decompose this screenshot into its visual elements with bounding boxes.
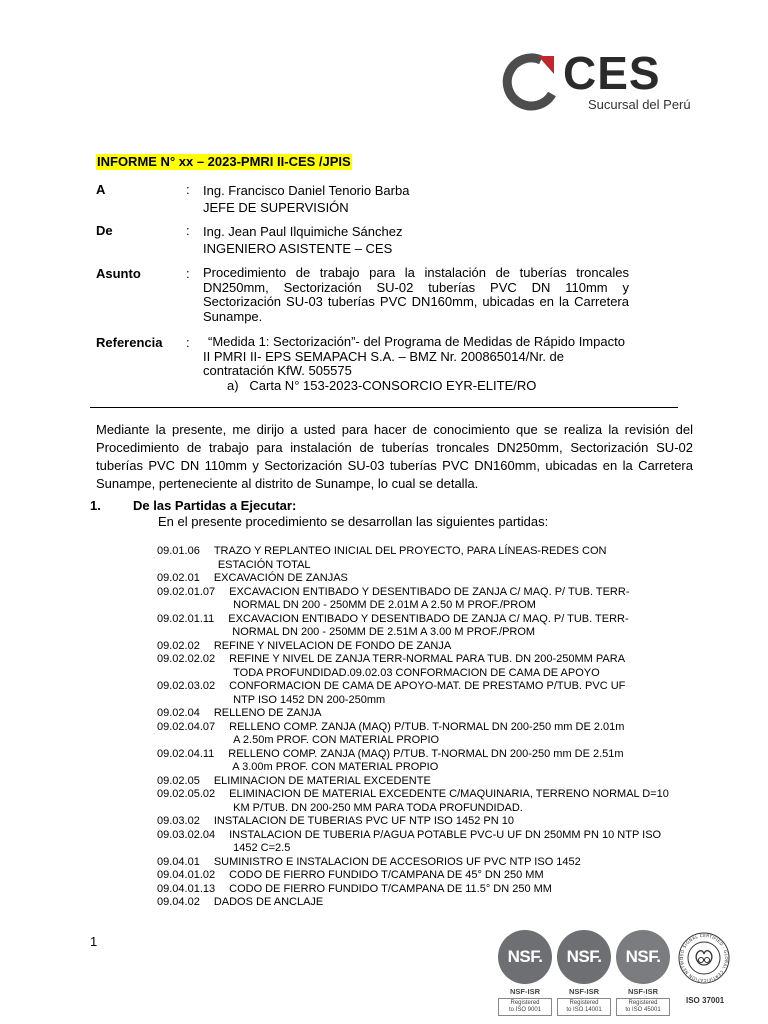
list-item bbox=[157, 869, 697, 883]
meta-reference-value bbox=[203, 335, 629, 393]
item-code: 09.04.01 bbox=[157, 855, 200, 868]
item-description bbox=[214, 707, 697, 721]
nsf-badge-iso9001 bbox=[497, 930, 553, 1016]
list-item bbox=[157, 640, 697, 654]
item-description-line: CONFORMACION DE CAMA DE APOYO-MAT. DE PRESTAMO P/TUB. PVC UF bbox=[229, 680, 626, 692]
list-item bbox=[157, 896, 697, 910]
page-number: 1 bbox=[90, 934, 98, 949]
intro-paragraph: Mediante la presente, me dirijo a usted para hacer de conocimiento que se realiza la revisión del Procedimiento de trabajo para instalación de tuberías troncales DN250mm, Sectorización SU-02 tuberías PVC DN 110mm y Sectorización SU-03 tuberías PVC DN160mm, ubicadas en la Carretera Sunampe, perteneciente al distrito de Sunampe, lo cual se detalla. bbox=[96, 422, 693, 491]
item-description-line: CODO DE FIERRO FUNDIDO T/CAMPANA DE 11.5° DN 250 MM bbox=[229, 882, 552, 895]
item-gap bbox=[214, 748, 228, 775]
item-code: 09.04.01.13 bbox=[157, 882, 216, 895]
item-description-line: DADOS DE ANCLAJE bbox=[213, 896, 324, 908]
item-gap bbox=[200, 815, 214, 829]
item-description bbox=[229, 586, 697, 613]
list-item bbox=[157, 572, 697, 586]
item-code: 09.02.02.02 bbox=[157, 653, 216, 665]
meta-from-label: De bbox=[96, 223, 113, 238]
list-item bbox=[157, 707, 697, 721]
item-description-line: RELLENO DE ZANJA bbox=[213, 707, 322, 719]
item-code: 09.03.02.04 bbox=[157, 828, 216, 841]
meta-reference-line: contratación KfW. 505575 bbox=[203, 363, 352, 378]
item-description-continuation: NORMAL DN 200 - 250MM DE 2.01M A 2.50 M PROF./PROM bbox=[233, 599, 536, 611]
meta-reference-subitem-text: Carta N° 153-2023-CONSORCIO EYR-ELITE/RO bbox=[249, 377, 537, 393]
item-description bbox=[214, 856, 697, 870]
item-description-line: ELIMINACION DE MATERIAL EXCEDENTE bbox=[213, 774, 431, 787]
item-description bbox=[228, 613, 697, 640]
item-gap bbox=[215, 586, 229, 613]
item-gap bbox=[200, 775, 214, 789]
iso-seal-text: ISO SIGNAL CERTIFIED · GLOBAL CERTIFICATION NETWO bbox=[678, 932, 730, 984]
meta-reference-subitem bbox=[203, 379, 629, 394]
item-gap bbox=[215, 869, 229, 883]
item-description-continuation: A 2.50m PROF. CON MATERIAL PROPIO bbox=[233, 734, 440, 746]
meta-reference-subitem-marker: a) bbox=[227, 377, 239, 393]
nsf-badge-reg-line: Registered bbox=[569, 1000, 599, 1006]
meta-reference-colon: : bbox=[186, 335, 190, 350]
meta-to-colon: : bbox=[186, 182, 190, 197]
item-description bbox=[214, 545, 697, 572]
item-code: 09.04.01.02 bbox=[157, 869, 216, 881]
list-item bbox=[157, 545, 697, 572]
meta-to-line: Ing. Francisco Daniel Tenorio Barba bbox=[203, 183, 410, 198]
item-description bbox=[214, 572, 697, 586]
list-item bbox=[157, 788, 697, 815]
item-description bbox=[229, 829, 697, 856]
item-description bbox=[229, 869, 697, 883]
nsf-badge-org: NSF-ISR bbox=[510, 987, 540, 996]
item-description-line: RELLENO COMP. ZANJA (MAQ) P/TUB. T-NORMAL DN 200-250 mm DE 2.51m bbox=[228, 747, 624, 760]
item-description-line: TRAZO Y REPLANTEO INICIAL DEL PROYECTO, PARA LÍNEAS-REDES CON bbox=[213, 545, 607, 557]
list-item bbox=[157, 815, 697, 829]
item-gap bbox=[200, 545, 214, 572]
meta-to-line: JEFE DE SUPERVISIÓN bbox=[203, 200, 349, 215]
nsf-badge-registration bbox=[616, 998, 670, 1016]
item-description-line: INSTALACION DE TUBERIAS PVC UF NTP ISO 1452 PN 10 bbox=[213, 815, 514, 827]
nsf-badge-mark: NSF. bbox=[616, 930, 670, 984]
meta-reference-line: “Medida 1: Sectorización”- del Programa de Medidas de Rápido Impacto bbox=[208, 334, 625, 349]
meta-from-value bbox=[203, 223, 629, 257]
list-item bbox=[157, 613, 697, 640]
item-description-line: ELIMINACION DE MATERIAL EXCEDENTE C/MAQUINARIA, TERRENO NORMAL D=10 bbox=[229, 788, 669, 800]
meta-reference-line: II PMRI II- EPS SEMAPACH S.A. – BMZ Nr. 200865014/Nr. de bbox=[203, 348, 565, 364]
item-gap bbox=[215, 653, 229, 680]
nsf-badge-org: NSF-ISR bbox=[569, 987, 599, 996]
item-code: 09.01.06 bbox=[157, 545, 200, 557]
nsf-badge-reg-line: to ISO 45001 bbox=[625, 1007, 661, 1013]
item-gap bbox=[215, 721, 229, 748]
item-description bbox=[229, 721, 697, 748]
item-description bbox=[229, 653, 697, 680]
list-item bbox=[157, 653, 697, 680]
item-description-continuation: 1452 C=2.5 bbox=[233, 842, 291, 854]
item-description bbox=[229, 883, 697, 897]
meta-subject-line: Sectorización SU-03 tuberías PVC DN160mm, ubicadas en la Carretera bbox=[203, 294, 629, 309]
nsf-badge-reg-line: Registered bbox=[510, 1000, 540, 1006]
item-description bbox=[229, 788, 697, 815]
item-gap bbox=[215, 788, 229, 815]
list-item bbox=[157, 721, 697, 748]
meta-reference-label: Referencia bbox=[96, 335, 163, 350]
nsf-badge-iso45001 bbox=[615, 930, 671, 1016]
item-description-line: SUMINISTRO E INSTALACION DE ACCESORIOS UF PVC NTP ISO 1452 bbox=[213, 855, 581, 868]
item-code: 09.02.05.02 bbox=[157, 788, 216, 800]
item-description-continuation: ESTACIÓN TOTAL bbox=[217, 558, 311, 571]
item-code: 09.02.01.11 bbox=[157, 612, 215, 625]
item-description-line: EXCAVACION ENTIBADO Y DESENTIBADO DE ZANJA C/ MAQ. P/ TUB. TERR- bbox=[229, 585, 630, 598]
list-item bbox=[157, 680, 697, 707]
item-description bbox=[228, 748, 697, 775]
list-item bbox=[157, 748, 697, 775]
item-code: 09.02.04.11 bbox=[157, 747, 215, 760]
iso-certification-seal-icon bbox=[678, 932, 730, 984]
ces-logo-icon bbox=[500, 52, 560, 112]
header-divider bbox=[90, 407, 678, 408]
nsf-badge-registration bbox=[557, 998, 611, 1016]
logo-subtitle: Sucursal del Perú bbox=[588, 97, 691, 112]
nsf-badge-mark: NSF. bbox=[498, 930, 552, 984]
item-description bbox=[214, 896, 697, 910]
report-title: INFORME N° xx – 2023-PMRI II-CES /JPIS bbox=[97, 154, 351, 169]
meta-subject-line: Sunampe. bbox=[203, 308, 263, 324]
list-item bbox=[157, 829, 697, 856]
meta-to-label: A bbox=[96, 182, 106, 197]
item-description-line: REFINE Y NIVELACION DE FONDO DE ZANJA bbox=[213, 639, 452, 652]
item-description bbox=[214, 815, 697, 829]
nsf-badge-iso14001 bbox=[556, 930, 612, 1016]
meta-subject-line: Procedimiento de trabajo para la instalación de tuberías troncales bbox=[203, 265, 629, 280]
item-description-line: RELLENO COMP. ZANJA (MAQ) P/TUB. T-NORMAL DN 200-250 mm DE 2.01m bbox=[229, 720, 625, 733]
item-description bbox=[229, 680, 697, 707]
item-description-continuation: A 3.00m PROF. CON MATERIAL PROPIO bbox=[232, 761, 439, 773]
item-description-line: INSTALACION DE TUBERIA P/AGUA POTABLE PVC-U UF DN 250MM PN 10 NTP ISO bbox=[229, 828, 662, 841]
list-item bbox=[157, 883, 697, 897]
item-gap bbox=[215, 883, 229, 897]
item-gap bbox=[200, 572, 214, 586]
item-description-continuation: TODA PROFUNDIDAD.09.02.03 CONFORMACION DE CAMA DE APOYO bbox=[233, 666, 600, 679]
list-item bbox=[157, 856, 697, 870]
item-gap bbox=[215, 680, 229, 707]
item-description-line: EXCAVACIÓN DE ZANJAS bbox=[213, 572, 348, 584]
item-gap bbox=[200, 640, 214, 654]
nsf-badge-reg-line: Registered bbox=[628, 1000, 658, 1006]
item-code: 09.02.01.07 bbox=[157, 585, 216, 598]
section-number: 1. bbox=[90, 498, 101, 513]
item-description-continuation: NTP ISO 1452 DN 200-250mm bbox=[233, 693, 386, 706]
meta-to-value bbox=[203, 182, 629, 216]
meta-from-colon: : bbox=[186, 223, 190, 238]
meta-from-line: Ing. Jean Paul Ilquimiche Sánchez bbox=[203, 224, 403, 239]
item-gap bbox=[214, 613, 228, 640]
item-code: 09.02.02 bbox=[157, 639, 200, 652]
meta-subject-line: DN250mm, Sectorización SU-02 tuberías PVC DN 110mm y bbox=[203, 279, 629, 295]
item-gap bbox=[200, 856, 214, 870]
nsf-badge-registration bbox=[498, 998, 552, 1016]
item-description bbox=[214, 640, 697, 654]
ces-logo bbox=[500, 48, 700, 118]
item-code: 09.02.01 bbox=[157, 572, 200, 584]
items-list bbox=[157, 545, 697, 910]
item-description-continuation: NORMAL DN 200 - 250MM DE 2.51M A 3.00 M PROF./PROM bbox=[232, 626, 536, 638]
meta-from-line: INGENIERO ASISTENTE – CES bbox=[203, 241, 393, 256]
meta-subject-value bbox=[203, 266, 629, 324]
iso-37001-label: ISO 37001 bbox=[686, 996, 725, 1005]
item-code: 09.03.02 bbox=[157, 815, 200, 827]
item-gap bbox=[200, 707, 214, 721]
item-gap bbox=[215, 829, 229, 856]
item-code: 09.02.04.07 bbox=[157, 720, 216, 733]
item-code: 09.02.03.02 bbox=[157, 680, 216, 692]
item-gap bbox=[200, 896, 214, 910]
section-title: De las Partidas a Ejecutar: bbox=[133, 498, 297, 513]
nsf-badge-reg-line: to ISO 14001 bbox=[566, 1007, 602, 1013]
nsf-badge-mark: NSF. bbox=[557, 930, 611, 984]
list-item bbox=[157, 586, 697, 613]
meta-subject-label: Asunto bbox=[96, 266, 141, 281]
item-description-line: EXCAVACION ENTIBADO Y DESENTIBADO DE ZANJA C/ MAQ. P/ TUB. TERR- bbox=[228, 612, 629, 625]
item-code: 09.02.04 bbox=[157, 707, 200, 719]
nsf-badge-reg-line: to ISO 9001 bbox=[508, 1007, 542, 1013]
meta-subject-colon: : bbox=[186, 266, 190, 281]
item-description-continuation: KM P/TUB. DN 200-250 MM PARA TODA PROFUNDIDAD. bbox=[233, 801, 523, 814]
item-description bbox=[214, 775, 697, 789]
section-lead: En el presente procedimiento se desarrollan las siguientes partidas: bbox=[158, 514, 549, 529]
item-description-line: REFINE Y NIVEL DE ZANJA TERR-NORMAL PARA TUB. DN 200-250MM PARA bbox=[229, 653, 626, 665]
list-item bbox=[157, 775, 697, 789]
nsf-badge-org: NSF-ISR bbox=[628, 987, 658, 996]
item-description-line: CODO DE FIERRO FUNDIDO T/CAMPANA DE 45° DN 250 MM bbox=[229, 869, 544, 881]
item-code: 09.04.02 bbox=[157, 896, 200, 908]
logo-brand-text: CES bbox=[563, 47, 661, 99]
item-code: 09.02.05 bbox=[157, 774, 200, 787]
